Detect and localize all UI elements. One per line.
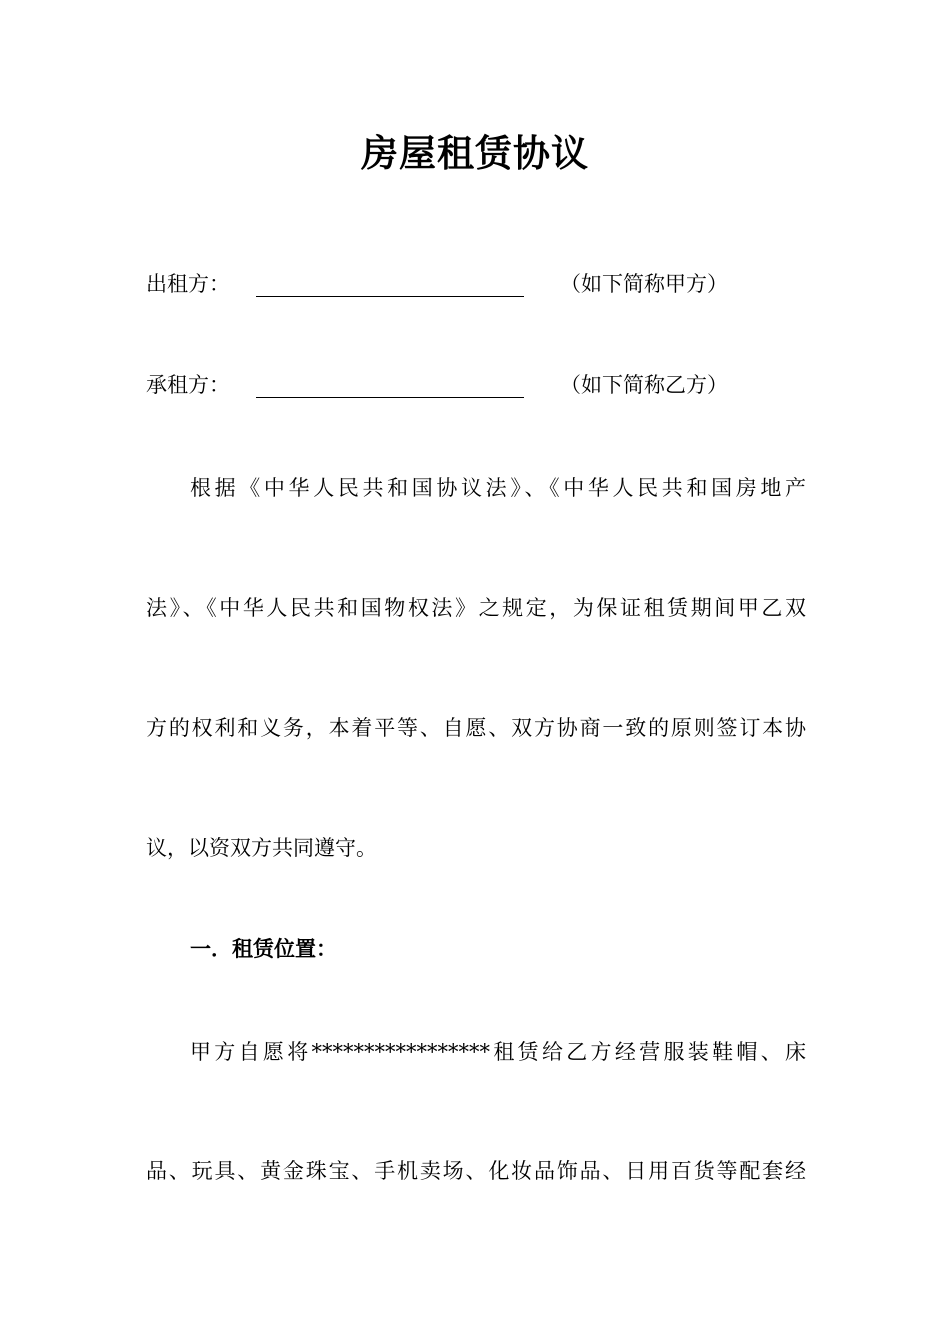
- section-body-line: 甲方自愿将*****************租赁给乙方经营服装鞋帽、床: [190, 1040, 806, 1064]
- lessor-row: [146, 269, 826, 299]
- preamble-line: 根据《中华人民共和国协议法》、《中华人民共和国房地产: [190, 476, 806, 500]
- lessor-name-blank: [256, 269, 524, 297]
- lessee-row: [146, 370, 826, 400]
- lessor-label: 出租方：: [146, 272, 230, 296]
- section-heading-rental-location: 一．租赁位置：: [190, 937, 337, 961]
- lessee-label: 承租方：: [146, 373, 230, 397]
- preamble-line: 方的权利和义务，本着平等、自愿、双方协商一致的原则签订本协: [146, 716, 806, 740]
- preamble-line: 法》、《中华人民共和国物权法》之规定，为保证租赁期间甲乙双: [146, 596, 806, 620]
- section-body-line: 品、玩具、黄金珠宝、手机卖场、化妆品饰品、日用百货等配套经: [146, 1159, 806, 1183]
- lessee-name-blank: [256, 370, 524, 398]
- lessor-note: （如下简称甲方）: [560, 272, 728, 296]
- lessee-note: （如下简称乙方）: [560, 373, 728, 397]
- preamble-line: 议，以资双方共同遵守。: [146, 836, 377, 860]
- document-title: 房屋租赁协议: [361, 132, 589, 175]
